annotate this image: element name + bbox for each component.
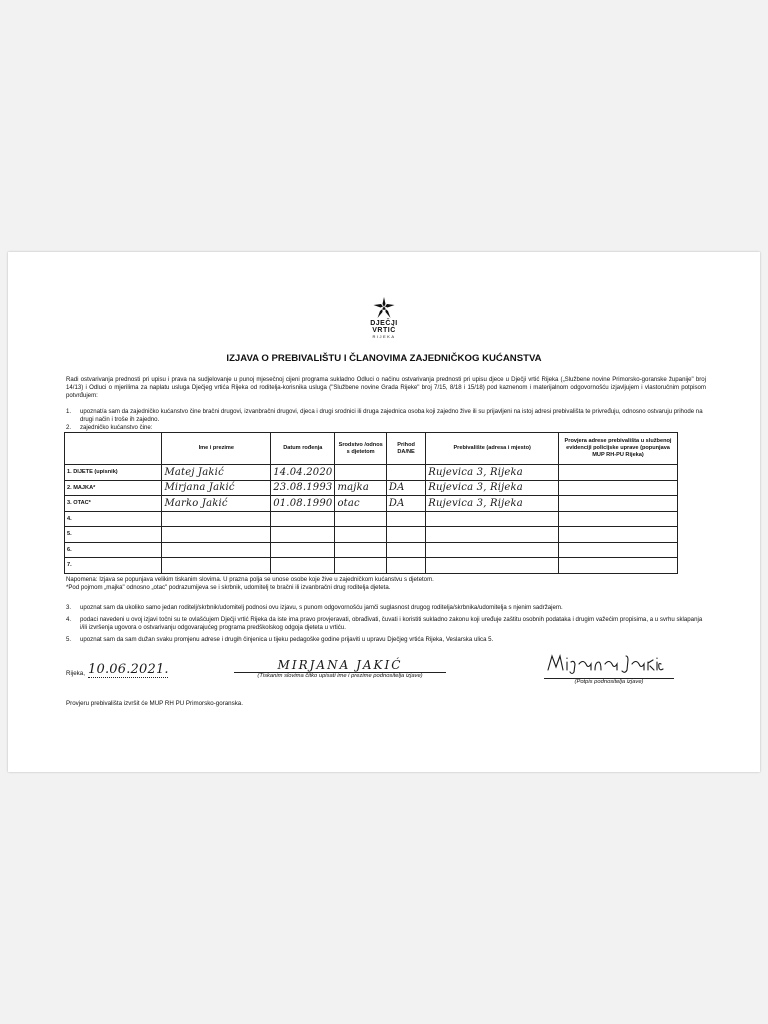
row-label: 5. (65, 527, 162, 543)
printed-name-field[interactable]: MIRJANA JAKIĆ (277, 658, 403, 672)
point-number: 3. (66, 604, 72, 611)
row-label: 6. (65, 542, 162, 558)
dob-cell[interactable] (271, 511, 335, 527)
income-cell[interactable]: DA (386, 496, 425, 512)
table-row (65, 496, 678, 512)
place-label: Rijeka, (66, 670, 85, 677)
header-cell: Datum rođenja (271, 433, 335, 465)
income-cell[interactable] (386, 465, 425, 481)
note-capitals: Napomena: Izjava se popunjava velikim tiskanim slovima. U prazna polja se unose osobe koje žive u zajedničkom kućanstvu s djetetom. (66, 576, 434, 583)
relation-cell[interactable]: majka (335, 480, 386, 496)
police-check-cell (559, 511, 678, 527)
dob-cell[interactable] (271, 527, 335, 543)
police-check-cell (559, 480, 678, 496)
header-cell: Prebivalište (adresa i mjesto) (426, 433, 559, 465)
table-row (65, 465, 678, 481)
header-cell: Srodstvo /odnos s djetetom (335, 433, 386, 465)
income-cell[interactable] (386, 527, 425, 543)
address-cell[interactable] (426, 511, 559, 527)
intro-paragraph: Radi ostvarivanja prednosti pri upisu i prava na sudjelovanje u punoj mjesečnoj cijeni programa sukladno Odluci o načinu ostvarivanja prednosti pri upisu djece u Dječji vrtić Rijeka („Službene novine Primorsko-goranske županije" broj 14/13) i Odluci o mjerilima za naplatu usluga Dječjeg vrtića Rijeka od roditelja-korisnika usluga ("Službene novine Grada Rijeke" broj 7/15, 8/18 i 15/18) pod kaznenom i materijalnom odgovornošću izjavljujem i vlastoručnim potpisom potvrđujem: (66, 376, 706, 399)
table-row (65, 511, 678, 527)
date-field[interactable]: 10.06.2021. (88, 662, 169, 677)
list-item (66, 616, 706, 632)
address-cell[interactable]: Rujevica 3, Rijeka (426, 465, 559, 481)
name-cell[interactable]: Mirjana Jakić (162, 480, 271, 496)
income-cell[interactable] (386, 511, 425, 527)
name-cell[interactable]: Matej Jakić (162, 465, 271, 481)
relation-cell[interactable]: otac (335, 496, 386, 512)
relation-cell[interactable] (335, 527, 386, 543)
list-item (66, 424, 706, 432)
name-cell[interactable] (162, 542, 271, 558)
point-number: 4. (66, 616, 72, 623)
police-check-cell (559, 542, 678, 558)
police-check-cell (559, 527, 678, 543)
list-item (66, 408, 706, 424)
list-item (66, 604, 706, 612)
point-number: 5. (66, 636, 72, 643)
household-table (64, 432, 678, 574)
name-cell[interactable] (162, 527, 271, 543)
table-row (65, 480, 678, 496)
row-label: 2. MAJKA* (65, 480, 162, 496)
police-check-cell (559, 496, 678, 512)
point-text: upoznat sam da ukoliko samo jedan roditelj/skrbnik/udomitelj podnosi ovu izjavu, s punom odgovornošću jamči suglasnost drugog roditelja/skrbnika/udomitelja s njenim sadržajem. (80, 604, 563, 611)
point-text: zajedničko kućanstvo čine: (80, 424, 153, 431)
relation-cell[interactable] (335, 511, 386, 527)
row-label: 3. OTAC* (65, 496, 162, 512)
logo-city-text: RIJEKA (372, 334, 396, 339)
row-label: 7. (65, 558, 162, 574)
flower-logo-icon (372, 296, 396, 320)
dob-cell[interactable]: 01.08.1990 (271, 496, 335, 512)
signature-caption: (Potpis podnositelja izjave) (574, 679, 644, 685)
table-header-row (65, 433, 678, 465)
income-cell[interactable]: DA (386, 480, 425, 496)
address-cell[interactable]: Rujevica 3, Rijeka (426, 496, 559, 512)
name-cell[interactable] (162, 511, 271, 527)
points-bottom-list (66, 604, 706, 644)
address-cell[interactable] (426, 527, 559, 543)
income-cell[interactable] (386, 542, 425, 558)
header-cell: Prihod DA/NE (386, 433, 425, 465)
relation-cell[interactable] (335, 465, 386, 481)
signature-block (544, 650, 674, 685)
address-cell[interactable]: Rujevica 3, Rijeka (426, 480, 559, 496)
footer-note: Provjeru prebivališta izvršit će MUP RH PU Primorsko-goranska. (66, 700, 243, 707)
document-title: IZJAVA O PREBIVALIŠTU I ČLANOVIMA ZAJEDNIČKOG KUĆANSTVA (226, 353, 542, 364)
police-check-cell (559, 558, 678, 574)
point-number: 2. (66, 424, 72, 431)
relation-cell[interactable] (335, 558, 386, 574)
printed-name-caption: (Tiskanim slovima čitko upisati ime i prezime podnositelja izjave) (257, 673, 423, 679)
point-number: 1. (66, 408, 72, 415)
dob-cell[interactable] (271, 542, 335, 558)
table-row (65, 558, 678, 574)
list-item (66, 636, 706, 644)
dob-cell[interactable] (271, 558, 335, 574)
name-cell[interactable] (162, 558, 271, 574)
point-text: podaci navedeni u ovoj izjavi točni su te ovlašćujem Dječji vrtić Rijeka da iste ima pravo provjeravati, obrađivati, čuvati i koristiti sukladno zakonu koji uređuje zaštitu osobnih podataka i drugim važećim propisima, a u svrhu sklapanja i/ili izvršenja ugovora o ostvarivanju odgovarajućeg programa predškolskog odgoja djeteta u vrtiću. (80, 616, 703, 631)
handwritten-signature-icon[interactable] (544, 650, 664, 676)
header-cell: Ime i prezime (162, 433, 271, 465)
header-cell (65, 433, 162, 465)
row-label: 4. (65, 511, 162, 527)
police-check-cell (559, 465, 678, 481)
row-label: 1. DIJETE (upisnik) (65, 465, 162, 481)
points-top-list (66, 408, 706, 432)
relation-cell[interactable] (335, 542, 386, 558)
point-text: upoznat sam da sam dužan svaku promjenu adrese i drugih činjenica u tijeku pedagoške godine prijaviti u upravu Dječjeg vrtića Rijeka, Veslarska ulica 5. (80, 636, 494, 643)
table-row (65, 527, 678, 543)
kindergarten-logo (362, 296, 406, 346)
dob-cell[interactable]: 14.04.2020 (271, 465, 335, 481)
notes-block (66, 576, 706, 592)
dob-cell[interactable]: 23.08.1993 (271, 480, 335, 496)
address-cell[interactable] (426, 558, 559, 574)
name-cell[interactable]: Marko Jakić (162, 496, 271, 512)
income-cell[interactable] (386, 558, 425, 574)
note-parent-definition: *Pod pojmom „majka" odnosno „otac" podrazumijeva se i skrbnik, udomitelj te bračni ili izvanbračni drug roditelja djeteta. (66, 584, 391, 591)
logo-brand-text: DJEČJI VRTIĆ (370, 320, 398, 334)
point-text: upoznat/a sam da zajedničko kućanstvo čine bračni drugovi, izvanbračni drugovi, djeca i drugi srodnici ili druga zajednica osoba koji zajedno žive ili su prijavljeni na istoj adresi prebivališta te privređuju, odnosno ostvaruju prihode na drugi način i troše ih zajedno. (80, 408, 703, 423)
header-cell: Provjera adrese prebivališta u službenoj evidenciji policijske uprave (popunjava MUP RH-PU Rijeka) (559, 433, 678, 465)
address-cell[interactable] (426, 542, 559, 558)
table-row (65, 542, 678, 558)
printed-name-block (234, 658, 446, 679)
